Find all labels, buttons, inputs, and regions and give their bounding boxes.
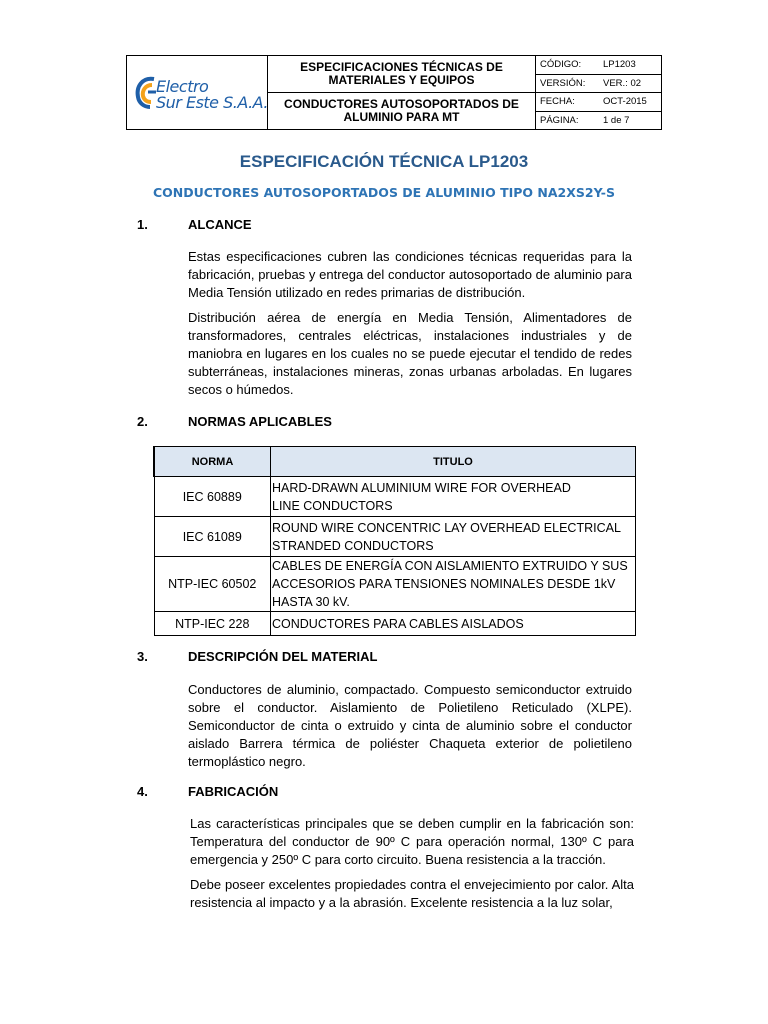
- norma-cell: IEC 61089: [154, 517, 271, 557]
- section-2-title: NORMAS APLICABLES: [188, 414, 332, 429]
- fecha-value: OCT-2015: [603, 96, 647, 108]
- column-header-norma: NORMA: [154, 447, 271, 477]
- table-row: [154, 557, 636, 612]
- section-4-paragraph-1: Las características principales que se deben cumplir en la fabricación son: Temperatura del conductor de 90º C para operación normal, 130º C para emergencia y 250º C para corto circuito. Buena resistencia a la tracción.: [190, 816, 634, 867]
- section-3-number: 3.: [137, 649, 148, 664]
- table-row: [154, 477, 636, 517]
- company-name-line1: Electro: [156, 76, 209, 96]
- titulo-line: HARD-DRAWN ALUMINIUM WIRE FOR OVERHEAD: [272, 480, 571, 495]
- titulo-cell: [271, 557, 636, 612]
- titulo-line: CONDUCTORES PARA CABLES AISLADOS: [272, 616, 524, 631]
- section-4-number: 4.: [137, 784, 148, 799]
- section-1-paragraph-1: Estas especificaciones cubren las condiciones técnicas requeridas para la fabricación, pruebas y entrega del conductor autosoportado de aluminio para Media Tensión utilizado en redes primarias de distribución.: [188, 249, 632, 300]
- section-4-paragraph-2: Debe poseer excelentes propiedades contra el envejecimiento por calor. Alta resistencia al impacto y a la abrasión. Excelente resistencia a la luz solar,: [190, 877, 634, 910]
- titulo-cell: [271, 517, 636, 557]
- pagina-value: 1 de 7: [603, 114, 630, 126]
- section-3-paragraph-1: Conductores de aluminio, compactado. Compuesto semiconductor extruido sobre el conductor. Aislamiento de Polietileno Reticulado (XLPE). Semiconductor de cinta o extruido y cinta de aluminio sobre el conductor aislado Barrera térmica de poliéster Chaqueta exterior de polietileno termoplástico negro.: [188, 682, 632, 769]
- table-header-row: [154, 447, 636, 477]
- product-title: CONDUCTORES AUTOSOPORTADOS DE ALUMINIO PARA MT: [268, 93, 536, 130]
- version-value: VER.: 02: [603, 77, 642, 89]
- logo-cell: [127, 56, 268, 130]
- titulo-line: ACCESORIOS PARA TENSIONES NOMINALES DESDE 1kV: [272, 577, 616, 591]
- table-row: [154, 517, 636, 557]
- titulo-line: HASTA 30 kV.: [272, 595, 350, 609]
- table-row: [154, 612, 636, 636]
- logo-emblem-icon: [134, 75, 158, 111]
- company-logo: [127, 59, 267, 127]
- standards-table: [153, 446, 636, 636]
- section-4-title: FABRICACIÓN: [188, 784, 279, 799]
- codigo-label: CÓDIGO:: [540, 59, 582, 71]
- meta-codigo-version: [536, 56, 662, 93]
- codigo-value: LP1203: [603, 59, 636, 71]
- section-2-number: 2.: [137, 414, 148, 429]
- titulo-line: STRANDED CONDUCTORS: [272, 538, 434, 553]
- meta-fecha-pagina: [536, 93, 662, 130]
- section-1-title: ALCANCE: [188, 217, 252, 232]
- section-3-title: DESCRIPCIÓN DEL MATERIAL: [188, 649, 378, 664]
- document-title: ESPECIFICACIÓN TÉCNICA LP1203: [239, 152, 529, 171]
- titulo-cell: [271, 477, 636, 517]
- titulo-line: LINE CONDUCTORS: [272, 498, 393, 513]
- version-label: VERSIÓN:: [540, 77, 586, 89]
- fecha-label: FECHA:: [540, 96, 575, 108]
- column-header-titulo: TITULO: [271, 447, 636, 477]
- section-1-paragraph-2: Distribución aérea de energía en Media Tensión, Alimentadores de transformadores, centrales eléctricas, instalaciones industriales y de maniobra en lugares en los cuales no se puede ejecutar el tendido de redes subterráneas, instalaciones mineras, zonas urbanas arboladas. En lugares secos o húmedos.: [188, 310, 632, 397]
- pagina-label: PÁGINA:: [540, 114, 579, 126]
- titulo-line: ROUND WIRE CONCENTRIC LAY OVERHEAD ELECTRICAL: [272, 520, 621, 535]
- company-name-line2: Sur Este S.A.A.: [156, 92, 269, 112]
- titulo-line: CABLES DE ENERGÍA CON AISLAMIENTO EXTRUIDO Y SUS: [272, 559, 628, 573]
- norma-cell: NTP-IEC 228: [154, 612, 271, 636]
- norma-cell: IEC 60889: [154, 477, 271, 517]
- norma-cell: NTP-IEC 60502: [154, 557, 271, 612]
- document-header: [126, 55, 662, 130]
- titulo-cell: [271, 612, 636, 636]
- document-subtitle: CONDUCTORES AUTOSOPORTADOS DE ALUMINIO TIPO NA2XS2Y-S: [153, 185, 615, 200]
- spec-title: ESPECIFICACIONES TÉCNICAS DE MATERIALES Y EQUIPOS: [268, 56, 536, 93]
- section-1-number: 1.: [137, 217, 148, 232]
